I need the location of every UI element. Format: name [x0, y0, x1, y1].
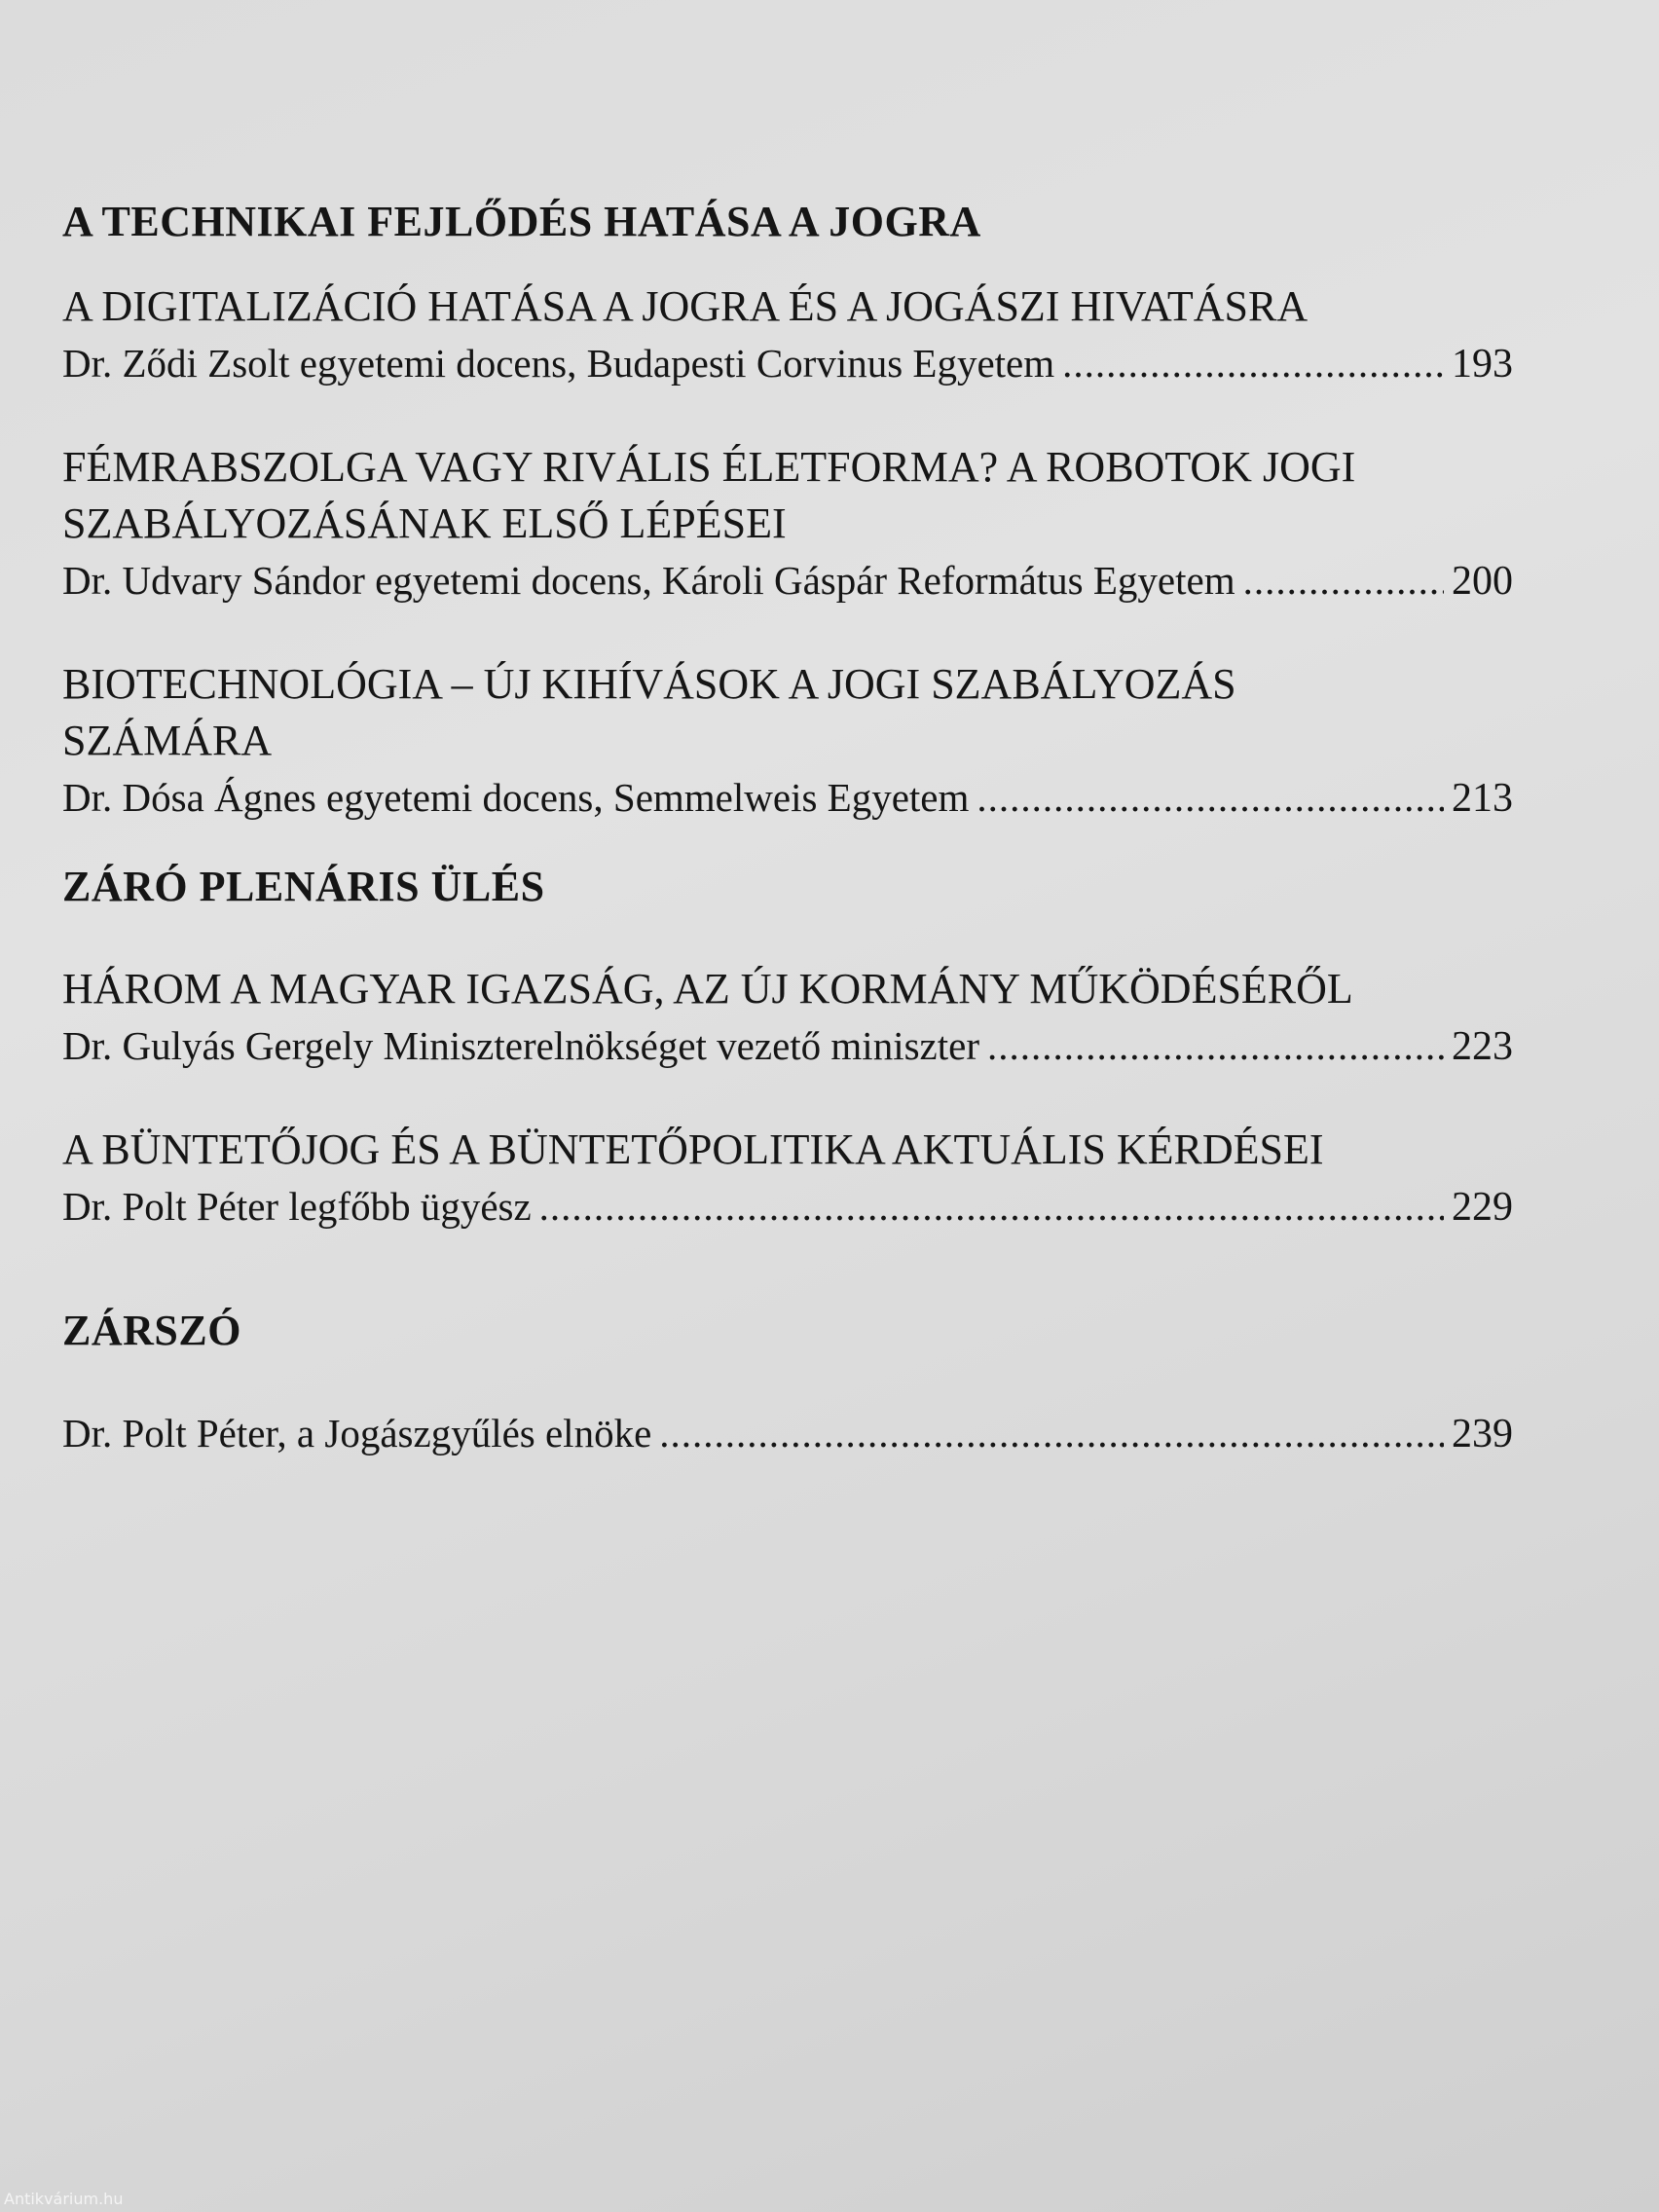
toc-entry	[62, 1122, 1513, 1235]
table-of-contents	[62, 195, 1513, 1462]
dot-leader	[659, 1405, 1444, 1461]
entry-page-number: 223	[1452, 1024, 1513, 1069]
toc-entry	[62, 656, 1513, 827]
toc-entry	[62, 961, 1513, 1075]
entry-page-number: 239	[1452, 1412, 1513, 1456]
entry-title: A DIGITALIZÁCIÓ HATÁSA A JOGRA ÉS A JOGÁSZI HIVATÁSRA	[62, 282, 1309, 330]
entry-author: Dr. Ződi Zsolt egyetemi docens, Budapesti Corvinus Egyetem	[62, 341, 1055, 386]
entry-author: Dr. Gulyás Gergely Miniszterelnökséget vezető miniszter	[62, 1023, 979, 1068]
entry-page-number: 193	[1452, 342, 1513, 387]
dot-leader	[1243, 552, 1444, 608]
entry-page-number: 229	[1452, 1185, 1513, 1230]
toc-entry	[62, 439, 1513, 609]
entry-author: Dr. Polt Péter, a Jogászgyűlés elnöke	[62, 1411, 652, 1456]
dot-leader	[1062, 335, 1444, 391]
section-heading: A TECHNIKAI FEJLŐDÉS HATÁSA A JOGRA	[62, 198, 981, 245]
entry-title-continued: SZÁMÁRA	[62, 717, 273, 764]
entry-page-number: 200	[1452, 559, 1513, 604]
entry-author-line	[62, 769, 1513, 827]
entry-title: HÁROM A MAGYAR IGAZSÁG, AZ ÚJ KORMÁNY MŰKÖDÉSÉRŐL	[62, 965, 1353, 1013]
entry-author: Dr. Dósa Ágnes egyetemi docens, Semmelweis Egyetem	[62, 775, 970, 820]
section-heading: ZÁRÓ PLENÁRIS ÜLÉS	[62, 863, 545, 910]
entry-author: Dr. Udvary Sándor egyetemi docens, Károli Gáspár Református Egyetem	[62, 558, 1235, 603]
entry-title: FÉMRABSZOLGA VAGY RIVÁLIS ÉLETFORMA? A ROBOTOK JOGI	[62, 443, 1356, 491]
entry-title-continued: SZABÁLYOZÁSÁNAK ELSŐ LÉPÉSEI	[62, 499, 787, 547]
dot-leader	[977, 769, 1444, 826]
entry-author-line	[62, 1178, 1513, 1235]
entry-author-line	[62, 335, 1513, 392]
toc-entry	[62, 278, 1513, 392]
entry-title: A BÜNTETŐJOG ÉS A BÜNTETŐPOLITIKA AKTUÁLIS KÉRDÉSEI	[62, 1125, 1324, 1173]
entry-author-line	[62, 552, 1513, 609]
entry-author-line	[62, 1017, 1513, 1075]
entry-author-line	[62, 1405, 1513, 1462]
entry-title: BIOTECHNOLÓGIA – ÚJ KIHÍVÁSOK A JOGI SZABÁLYOZÁS	[62, 660, 1236, 708]
entry-page-number: 213	[1452, 776, 1513, 821]
dot-leader	[987, 1017, 1444, 1074]
section-heading: ZÁRSZÓ	[62, 1307, 241, 1354]
toc-entry	[62, 1405, 1513, 1462]
entry-author: Dr. Polt Péter legfőbb ügyész	[62, 1184, 532, 1229]
dot-leader	[539, 1178, 1444, 1235]
site-watermark: Antikvárium.hu	[4, 2190, 124, 2208]
